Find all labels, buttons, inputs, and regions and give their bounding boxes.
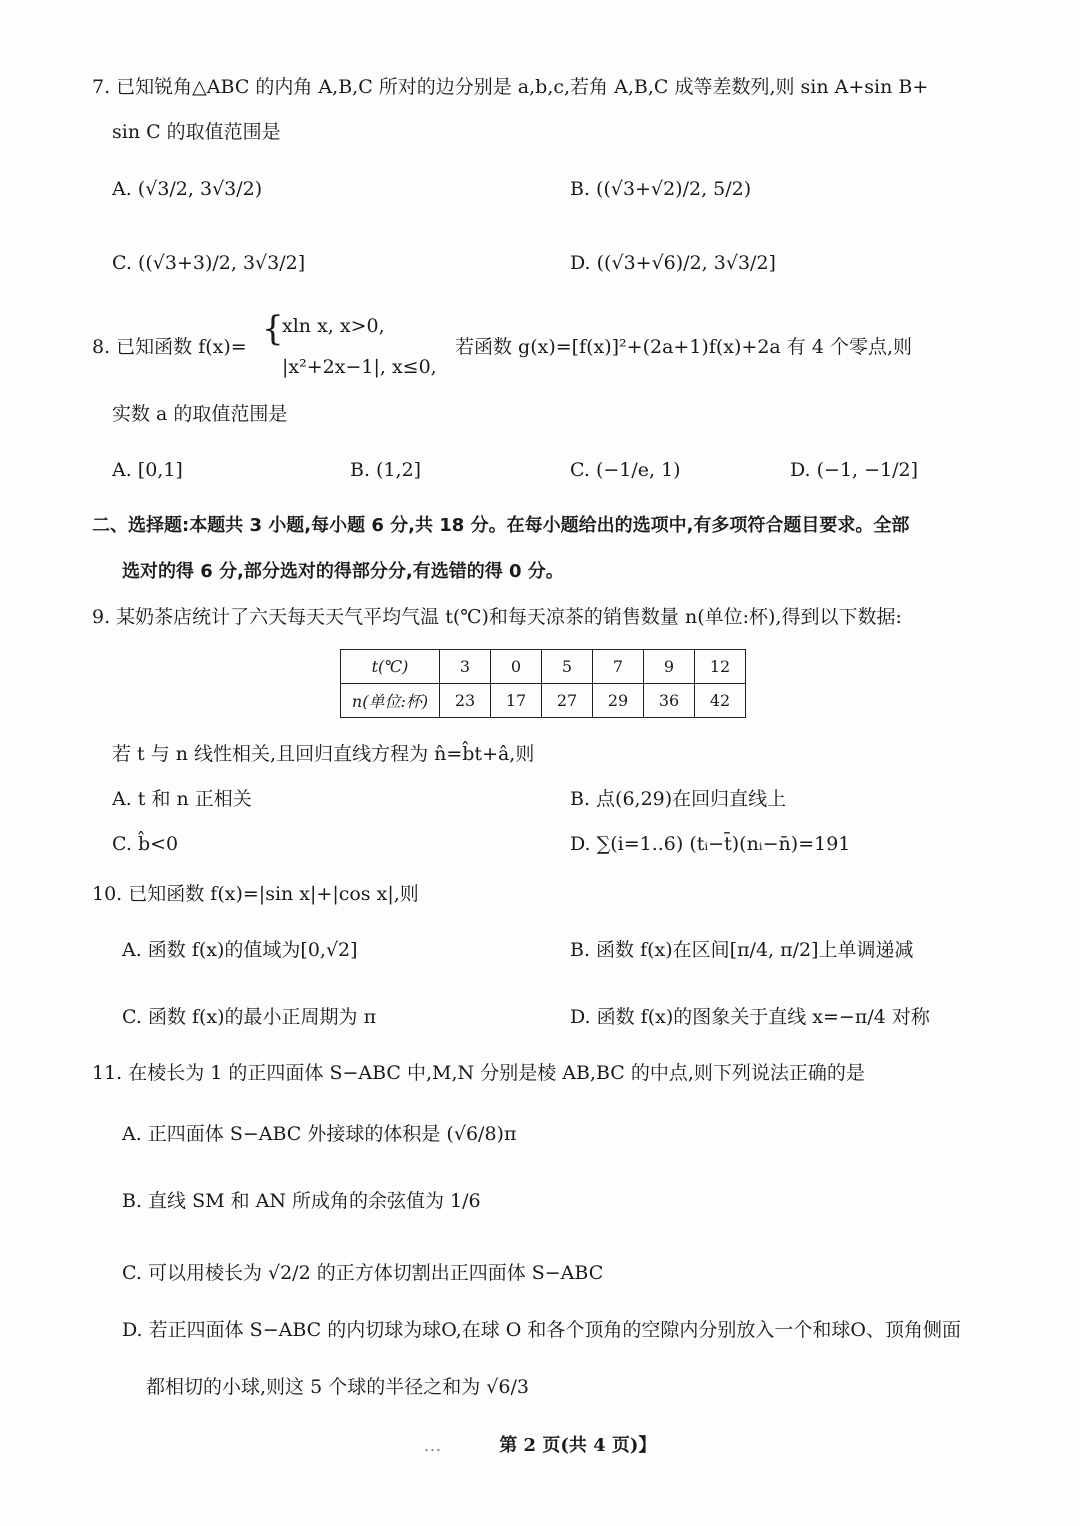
q9-option-c: C. b̂<0 xyxy=(112,833,179,855)
q7-stem-line2: sin C 的取值范围是 xyxy=(112,121,281,143)
q11-option-c: C. 可以用棱长为 √2/2 的正方体切割出正四面体 S−ABC xyxy=(122,1262,604,1284)
q9-table-cell: 29 xyxy=(593,684,644,718)
q11-option-d-line2: 都相切的小球,则这 5 个球的半径之和为 √6/3 xyxy=(146,1376,529,1398)
q9-table-cell: 17 xyxy=(491,684,542,718)
q9-option-d: D. ∑(i=1..6) (tᵢ−t̄)(nᵢ−n̄)=191 xyxy=(570,833,851,855)
q9-option-b: B. 点(6,29)在回归直线上 xyxy=(570,788,787,810)
q10-stem: 10. 已知函数 f(x)=|sin x|+|cos x|,则 xyxy=(92,883,419,905)
q9-table-head-n: n(单位:杯) xyxy=(341,684,440,718)
q8-stem-start: 8. 已知函数 f(x)= xyxy=(92,336,247,358)
q9-table-cell: 27 xyxy=(542,684,593,718)
q8-stem-end: 若函数 g(x)=[f(x)]²+(2a+1)f(x)+2a 有 4 个零点,则 xyxy=(455,336,913,358)
q9-table-cell: 5 xyxy=(542,650,593,684)
q8-option-d: D. (−1, −1/2] xyxy=(790,459,919,481)
section2-heading-line1: 二、选择题:本题共 3 小题,每小题 6 分,共 18 分。在每小题给出的选项中,有多项符合题目要求。全部 xyxy=(92,515,910,536)
q8-option-b: B. (1,2] xyxy=(350,459,422,481)
q11-option-a: A. 正四面体 S−ABC 外接球的体积是 (√6/8)π xyxy=(122,1123,517,1145)
q10-option-a: A. 函数 f(x)的值域为[0,√2] xyxy=(122,939,358,961)
q9-stem: 9. 某奶茶店统计了六天每天天气平均气温 t(℃)和每天凉茶的销售数量 n(单位:杯),得到以下数据: xyxy=(92,606,902,628)
q7-stem-line1: 7. 已知锐角△ABC 的内角 A,B,C 所对的边分别是 a,b,c,若角 A,B,C 成等差数列,则 sin A+sin B+ xyxy=(92,76,929,98)
q11-stem: 11. 在棱长为 1 的正四面体 S−ABC 中,M,N 分别是棱 AB,BC 的中点,则下列说法正确的是 xyxy=(92,1062,865,1084)
q7-option-a: A. (√3/2, 3√3/2) xyxy=(112,178,263,200)
q7-option-b: B. ((√3+√2)/2, 5/2) xyxy=(570,178,752,200)
q9-table-cell: 7 xyxy=(593,650,644,684)
q9-condition: 若 t 与 n 线性相关,且回归直线方程为 n̂=b̂t+â,则 xyxy=(112,743,535,765)
q8-option-a: A. [0,1] xyxy=(112,459,183,481)
q7-option-c: C. ((√3+3)/2, 3√3/2] xyxy=(112,252,306,274)
q9-data-table xyxy=(340,649,746,718)
q8-option-c: C. (−1/e, 1) xyxy=(570,459,681,481)
page-footer xyxy=(0,1431,1080,1457)
q10-option-d: D. 函数 f(x)的图象关于直线 x=−π/4 对称 xyxy=(570,1006,930,1028)
q9-table-cell: 3 xyxy=(440,650,491,684)
q7-option-d: D. ((√3+√6)/2, 3√3/2] xyxy=(570,252,776,274)
q9-option-a: A. t 和 n 正相关 xyxy=(112,788,252,810)
q8-case1: xln x, x>0, xyxy=(282,315,385,337)
q10-option-b: B. 函数 f(x)在区间[π/4, π/2]上单调递减 xyxy=(570,939,914,961)
section2-heading-line2: 选对的得 6 分,部分选对的得部分分,有选错的得 0 分。 xyxy=(122,561,564,582)
q11-option-b: B. 直线 SM 和 AN 所成角的余弦值为 1/6 xyxy=(122,1190,481,1212)
q9-table-row-n xyxy=(341,684,746,718)
q9-table-head-t: t(℃) xyxy=(341,650,440,684)
q9-table-cell: 36 xyxy=(644,684,695,718)
q9-table-cell: 42 xyxy=(695,684,746,718)
q9-table-cell: 9 xyxy=(644,650,695,684)
q9-table-cell: 23 xyxy=(440,684,491,718)
q9-table-cell: 12 xyxy=(695,650,746,684)
q9-table-row-t xyxy=(341,650,746,684)
q8-stem-line2: 实数 a 的取值范围是 xyxy=(112,403,288,425)
q10-option-c: C. 函数 f(x)的最小正周期为 π xyxy=(122,1006,377,1028)
q8-case2: |x²+2x−1|, x≤0, xyxy=(282,356,437,378)
q8-brace: { xyxy=(262,309,284,349)
footer-blurred-text: … xyxy=(423,1435,444,1456)
q11-option-d-line1: D. 若正四面体 S−ABC 的内切球为球O,在球 O 和各个顶角的空隙内分别放入一个和球O、顶角侧面 xyxy=(122,1319,961,1341)
q9-table-cell: 0 xyxy=(491,650,542,684)
footer-page-number: 第 2 页(共 4 页)】 xyxy=(499,1435,657,1456)
